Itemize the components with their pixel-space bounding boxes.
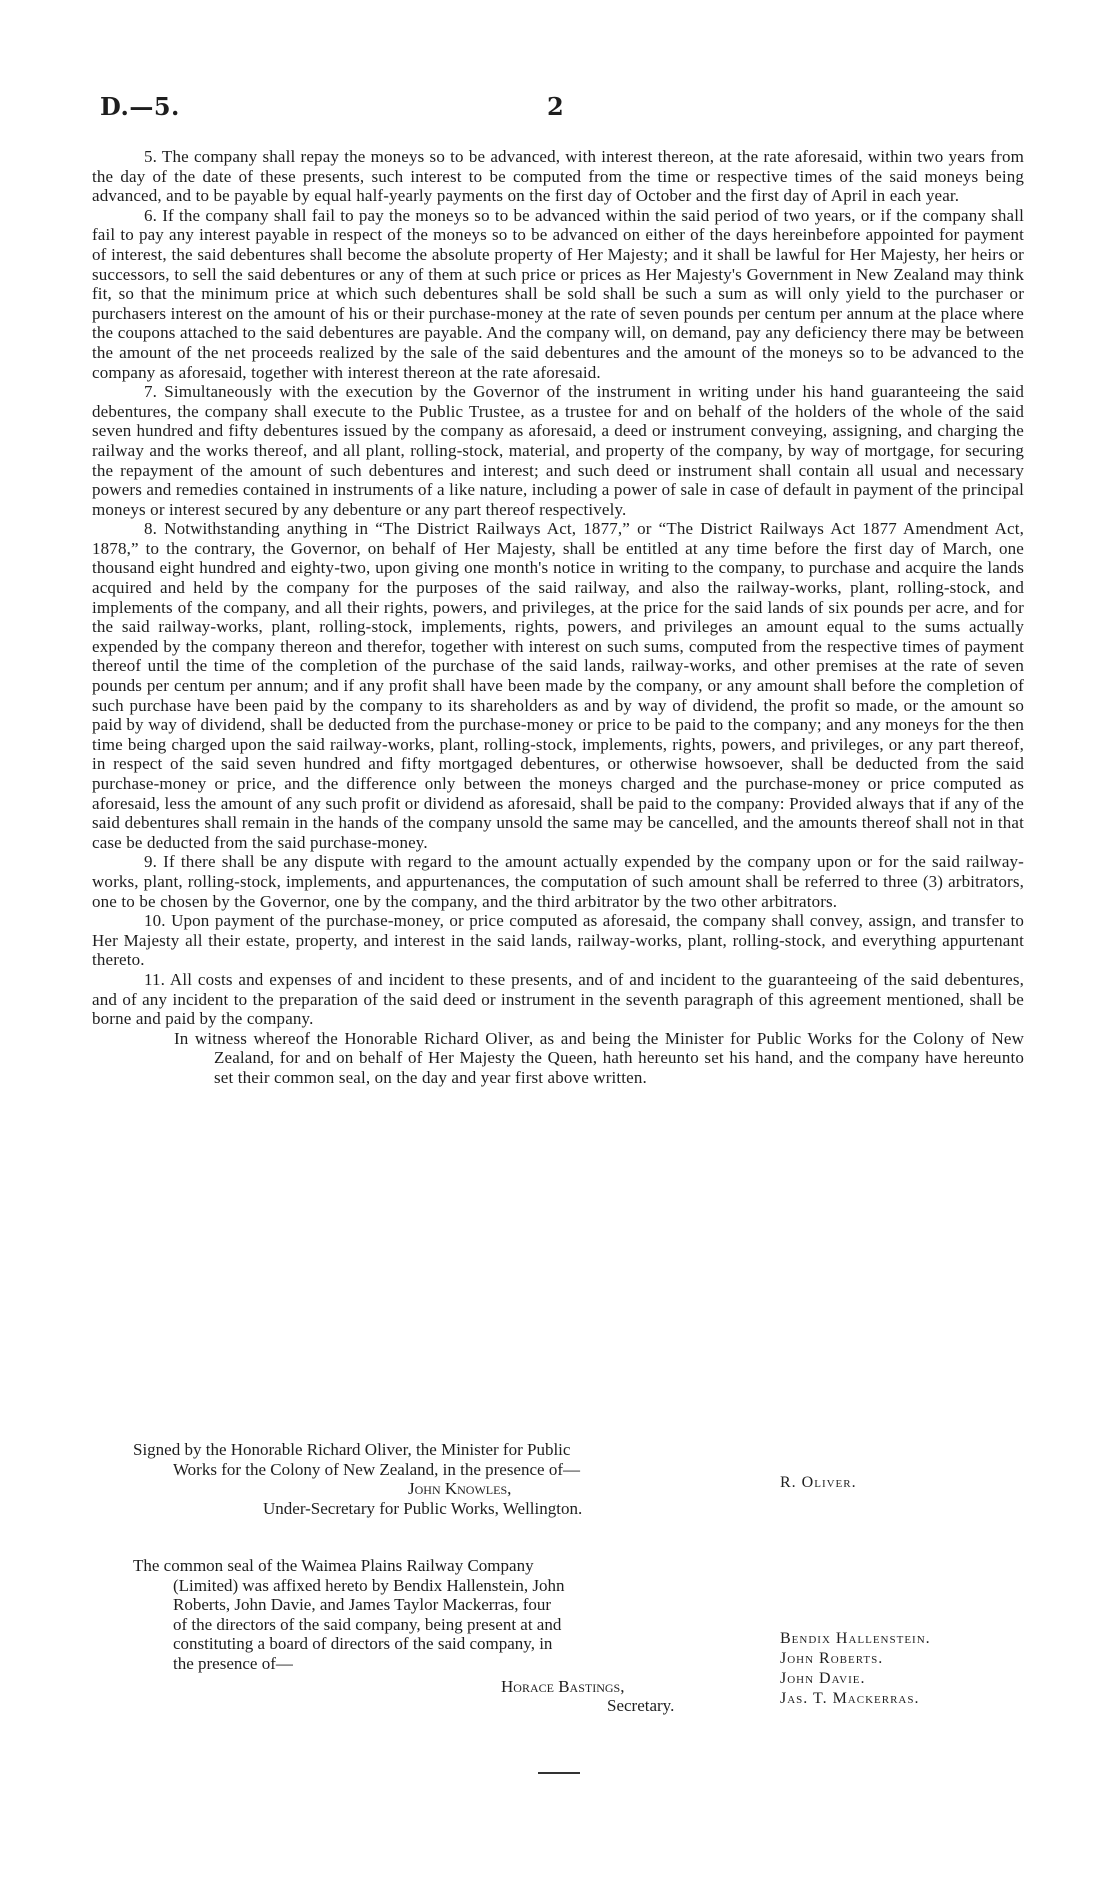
clause-7: 7. Simultaneously with the execution by the Governor of the instrument in writing under his hand guaranteeing the said debentures, the company shall execute to the Public Trustee, as a trustee for and on behalf of the holders of the whole of the said seven hundred and fifty debentures issued by the company as aforesaid, a deed or instrument conveying, assigning, and charging the railway and the works thereof, and all plant, rolling-stock, material, and property of the company, by way of mortgage, for securing the repayment of the amount of such debentures and interest; and such deed or instrument shall contain all usual and necessary powers and remedies contained in instruments of a like nature, including a power of sale in case of default in payment of the principal moneys or interest secured by any debenture or any part thereof respectively. (92, 382, 1024, 519)
witness-title: Under-Secretary for Public Works, Wellington. (263, 1498, 583, 1518)
signed-line-2: Works for the Colony of New Zealand, in the presence of— (173, 1459, 580, 1479)
clause-10: 10. Upon payment of the purchase-money, or price computed as aforesaid, the company shall convey, assign, and transfer to Her Majesty all their estate, property, and interest in the said lands, railway-works, plant, rolling-stock, and everything appurtenant thereto. (92, 911, 1024, 970)
directors-list (780, 1629, 931, 1709)
clause-9: 9. If there shall be any dispute with regard to the amount actually expended by the company upon or for the said railway-works, plant, rolling-stock, implements, and appurtenances, the computation of such amount shall be referred to three (3) arbitrators, one to be chosen by the Governor, one by the company, and the third arbitrator by the two other arbitrators. (92, 852, 1024, 911)
clause-6: 6. If the company shall fail to pay the moneys so to be advanced within the said period of two years, or if the company shall fail to pay any interest payable in respect of the moneys so to be advanced on either of the days hereinbefore appointed for payment of interest, the said debentures shall become the absolute property of Her Majesty; and it shall be lawful for Her Majesty, her heirs or successors, to sell the said debentures or any of them at such price or prices as Her Majesty's Government in New Zealand may think fit, so that the minimum price at which such debentures shall be sold shall be such a sum as will only yield to the purchaser or purchasers interest on the amount of his or their purchase-money at the rate of seven pounds per centum per annum at the place where the coupons attached to the said debentures are payable. And the company will, on demand, pay any deficiency there may be between the amount of the net proceeds realized by the sale of the said debentures and the amount of the moneys so to be advanced to the company as aforesaid, together with interest thereon at the rate aforesaid. (92, 205, 1024, 382)
clause-5: 5. The company shall repay the moneys so to be advanced, with interest thereon, at the rate aforesaid, within two years from the day of the date of these presents, such interest to be computed from the time or respective times of the said moneys being advanced, and to be payable by equal half-yearly payments on the first day of October and the first day of April in each year. (92, 147, 1024, 206)
minister-signature-block (133, 1440, 733, 1518)
closing-rule (538, 1772, 580, 1774)
director-name: John Roberts. (780, 1650, 884, 1667)
director-name: John Davie. (780, 1670, 866, 1687)
clause-11: 11. All costs and expenses of and incident to these presents, and of and incident to the guaranteeing of the said debentures, and of any incident to the preparation of the said deed or instrument in the seventh paragraph of this agreement mentioned, shall be borne and paid by the company. (92, 969, 1024, 1029)
clause-8: 8. Notwithstanding anything in “The District Railways Act, 1877,” or “The District Railways Act 1877 Amendment Act, 1878,” to the contrary, the Governor, on behalf of Her Majesty, shall be entitled at any time before the first day of March, one thousand eight hundred and eighty-two, upon giving one month's notice in writing to the company, to purchase and acquire the lands acquired and held by the company for the purposes of the said railway, and also the railway-works, plant, rolling-stock, and implements of the company, and all their rights, powers, and privileges, at the price for the said lands of six pounds per acre, and for the said railway-works, plant, rolling-stock, implements, rights, powers, and privileges an amount equal to the sums actually expended by the company thereon and therefor, together with interest on such sums, computed from the respective times of payment thereof until the time of the completion of the purchase of the said lands, railway-works, and other premises at the rate of seven pounds per centum per annum; and if any profit shall have been made by the company, or any amount shall before the completion of such purchase have been paid by the company to its shareholders as and by way of dividend, the profit so made, or the amount so paid by way of dividend, shall be deducted from the purchase-money or price to be paid to the company; and any moneys for the then time being charged upon the said railway-works, plant, rolling-stock, implements, rights, powers, and privileges, or any part thereof, in respect of the said seven hundred and fifty mortgaged debentures, or otherwise howsoever, shall be deducted from the said purchase-money or price, and the difference only between the moneys charged and the purchase-money or price computed as aforesaid, less the amount of any such profit or dividend as aforesaid, shall be paid to the company: Provided always that if any of the said debentures shall remain in the hands of the company unsold the same may be cancelled, and the amounts thereof shall not in that case be deducted from the said purchase-money. (92, 519, 1024, 852)
witness-clause: In witness whereof the Honorable Richard Oliver, as and being the Minister for Public Works for the Colony of New Zealand, for and on behalf of Her Majesty the Queen, hath hereunto set his hand, and the company have hereunto set their common seal, on the day and year first above written. (174, 1028, 1024, 1087)
seal-line: The common seal of the Waimea Plains Railway Company (133, 1556, 534, 1575)
page-number: 2 (547, 92, 564, 121)
agreement-body (92, 147, 1024, 1088)
company-seal-block (133, 1556, 723, 1716)
seal-line: constituting a board of directors of the said company, in (173, 1634, 553, 1654)
secretary-name: Horace Bastings, (501, 1676, 625, 1696)
document-reference: D.—5. (100, 92, 180, 121)
witness-name: John Knowles, (408, 1479, 512, 1499)
seal-line: of the directors of the said company, being present at and (173, 1614, 562, 1634)
seal-line: the presence of— (173, 1653, 293, 1673)
director-name: Jas. T. Mackerras. (780, 1690, 920, 1707)
secretary-title: Secretary. (607, 1696, 675, 1716)
minister-signatory: R. Oliver. (780, 1474, 857, 1491)
signed-line-1: Signed by the Honorable Richard Oliver, the Minister for Public (133, 1440, 571, 1459)
director-name: Bendix Hallenstein. (780, 1630, 931, 1647)
seal-line: Roberts, John Davie, and James Taylor Mackerras, four (173, 1595, 552, 1615)
seal-line: (Limited) was affixed hereto by Bendix Hallenstein, John (173, 1575, 565, 1595)
